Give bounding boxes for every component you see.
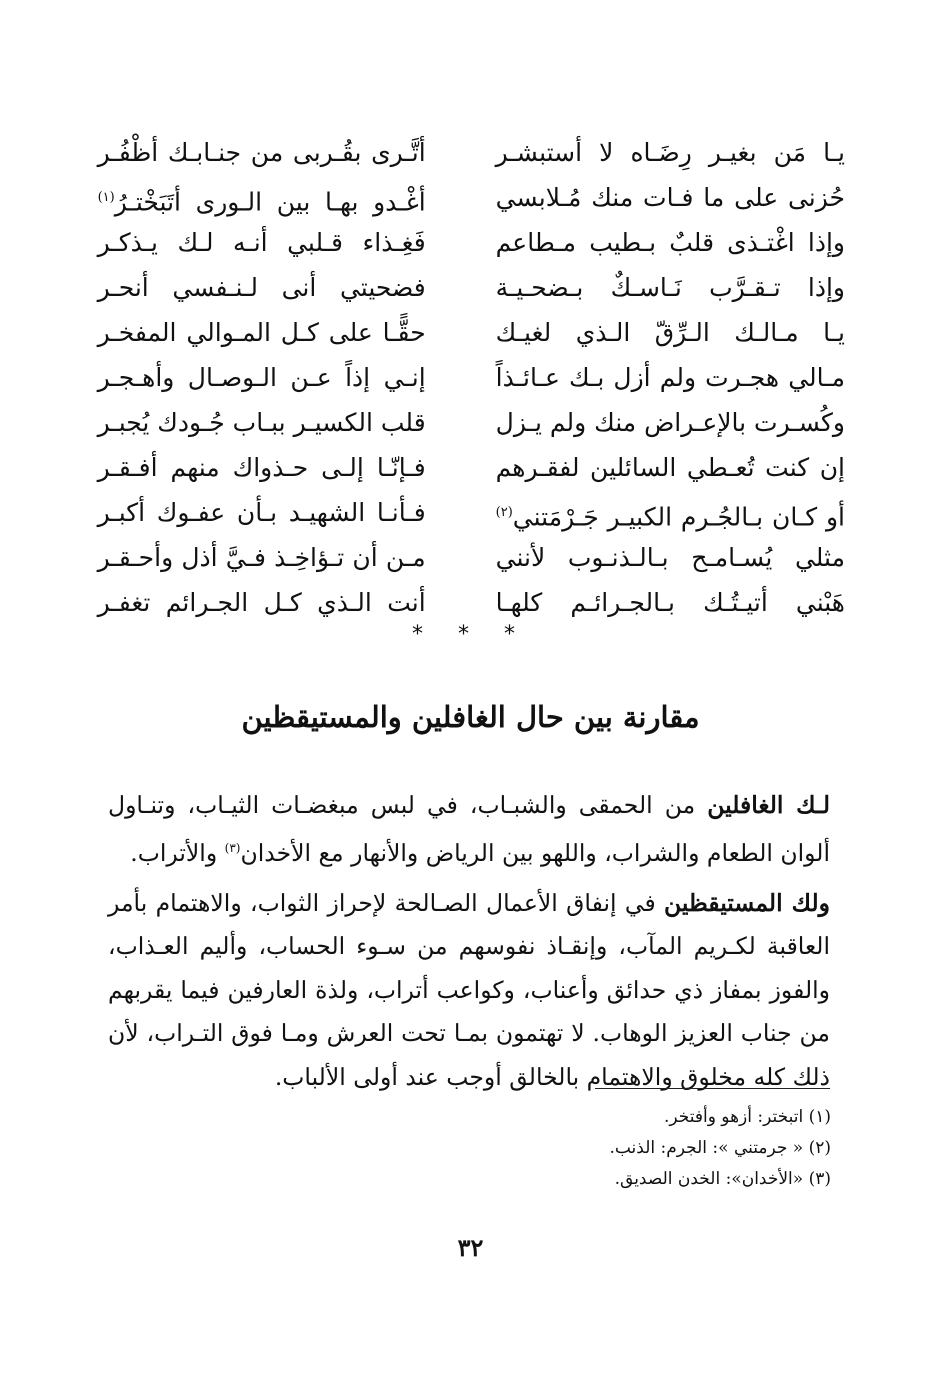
paragraph-awakened [108, 882, 830, 1100]
verse-second-hemistich: قلب الكسيـر ببـاب جُـودك يُجبـر [97, 408, 426, 437]
footnote-item: (٢) « جرمتني »: الجرم: الذنب. [609, 1138, 831, 1158]
footnote-item: (١) اتبختر: أزهو وأفتخر. [663, 1107, 831, 1127]
footnote-marker: (٢) [495, 505, 513, 520]
verse-first-hemistich: مـالي هجـرت ولم أزل بـك عـائـذاً [495, 363, 845, 392]
footnote-divider [595, 1088, 830, 1089]
verse-second-hemistich: أتَّـرى بقُـربى من جنـابـك أظْفُـر [97, 138, 426, 167]
section-separator: * * * [412, 622, 529, 647]
verse-second-hemistich: إنـي إذاً عـن الـوصـال وأهـجـر [97, 363, 426, 392]
verse-first-hemistich: يـا مَن بغيـر رِضَـاه لا أستبشـر [495, 138, 845, 167]
paragraph-lead: لـك الغافلين [707, 790, 830, 819]
page-number: ٣٢ [457, 1233, 484, 1262]
verse-second-hemistich: أغْـدو بهـا بين الـورى أتَبَخْتـرُ$^{(١)}$ [97, 187, 426, 217]
verse-second-hemistich: فَغِـذاء قـلبي أنـه لـك يـذكـر [97, 228, 426, 257]
verse-first-hemistich: هَبْني أتيـتُـك بـالجـرائـم كلهـا [495, 588, 845, 617]
verse-first-hemistich: إن كنت تُعـطي السائلين لفقـرهم [495, 453, 845, 482]
verse-first-hemistich: وإذا اغْتـذى قلبٌ بـطيب مـطاعم [495, 228, 845, 257]
verse-second-hemistich: مـن أن تـؤاخِـذ فـيَّ أذل وأحـقـر [97, 543, 426, 572]
paragraph-lead: ولك المستيقظين [664, 888, 830, 917]
paragraph-text-end: والأتراب. [130, 838, 225, 867]
poem [97, 130, 845, 625]
footnote-marker: (١) [97, 190, 115, 205]
verse-first-hemistich: مثلي يُسـامـح بـالـذنـوب لأنني [495, 543, 845, 572]
verse-first-hemistich: حُزنى على ما فـات منك مُـلابسي [495, 183, 845, 212]
verse-second-hemistich: حقًّـا على كـل المـوالي المفخـر [97, 318, 426, 347]
verse-first-hemistich: وكُسـرت بالإعـراض منك ولم يـزل [495, 408, 845, 437]
verse-second-hemistich: فـأنـا الشهيـد بـأن عفـوك أكبـر [97, 498, 426, 527]
verse-second-hemistich: فـإنّـا إلـى حـذواك منهم أفـقـر [97, 453, 426, 482]
paragraph-text: في إنفاق الأعمال الصـالحة لإحراز الثواب، والاهتمام بأمر العاقبة لكـريم المآب، وإنقـاذ نفوسهم من سـوء الحساب، وأليم العـذاب، والفوز بمفاز ذي حدائق وأعناب، وكواعب أتراب، ولذة العارفين فيما يقربهم من جناب العزيز الوهاب. لا تهتمون بمـا تحت العرش ومـا فوق التـراب، لأن ذلك كله مخلوق والاهتمام بالخالق أوجب عند أولى الألباب. [108, 888, 830, 1091]
verse-first-hemistich: يـا مـالـك الـرِّقّ الـذي لغيـك [495, 318, 845, 347]
footnote-item: (٣) «الأخدان»: الخدن الصديق. [614, 1169, 831, 1189]
footnote-marker: (٣) [224, 841, 241, 855]
section-heading: مقارنة بين حال الغافلين والمستيقظين [241, 700, 700, 734]
verse-second-hemistich: أنت الـذي كـل الجـرائم تغفـر [97, 588, 426, 617]
verse-second-hemistich: فضحيتي أنى لـنـفسي أنحـر [97, 273, 426, 302]
verse-first-hemistich: أو كـان بـالجُـرم الكبيـر جَـرْمَتني$^{(٢)}$ [495, 502, 845, 532]
paragraph-text: من الحمقى والشبـاب، في لبس مبغضـات الثيـاب، وتنـاول ألوان الطعام والشراب، واللهو بين الرياض والأنهار مع الأخدان [108, 790, 830, 867]
paragraph-heedless [108, 784, 830, 876]
verse-first-hemistich: وإذا تـقـرَّب نَـاسـكٌ بـضحـيـة [495, 273, 845, 302]
footnotes [231, 1102, 831, 1195]
